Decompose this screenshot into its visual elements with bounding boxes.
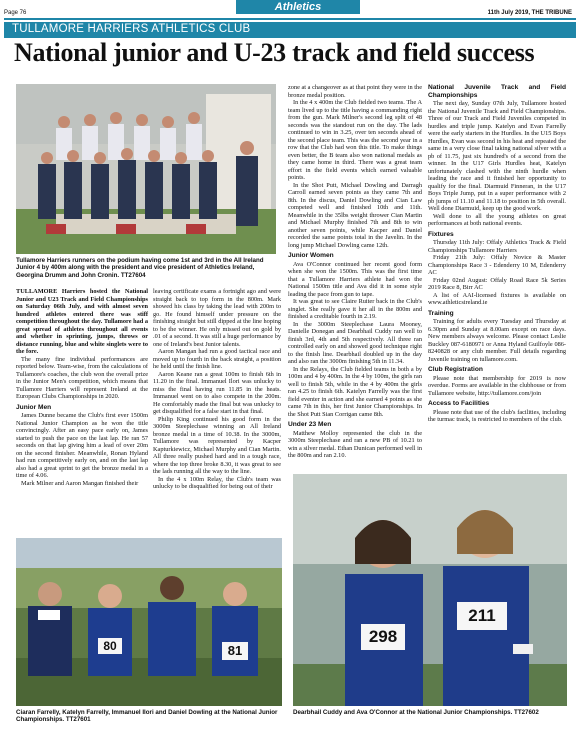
paragraph: The next day, Sunday 07th July, Tullamore hosted the National Juvenile Track and Field Championships. Three of our Track and Field Juveniles competed in hurdles and triple jump. Katelyn and Evan Farrelly were the early starters in the Hurdles. In the U15 Boys Hurdles, Evan was second in his heat and repeated the same in a very close final taking national silver with a pb of 11.75, just six hundred's of a second from the winner. In the U17 Girls Hurdles heat, Katelyn unfortunately clashed with the ninth hurdle when leading the race and it finished her opportunity to qualify for the final. Diarmuid Finneran, in the U17 Boys Triple Jump, put in a super performance with 2 pb jumps of 11.10 and 11.18 to position in 5th overall. Well done Diarmuid, keep up the good work. (428, 100, 566, 212)
paragraph: Please note that membership for 2019 is now overdue. Forms are available in the clubhouse or from Tullamore website, http://tullamore.com/join (428, 374, 566, 397)
subheading-access-to-facilities: Access to Facilities (428, 400, 490, 407)
race-bib: 298 (368, 627, 398, 646)
subheading-under-23-men: Under 23 Men (288, 421, 332, 428)
fixture-item: Friday 21th July: Offaly Novice & Master Championships Race 3 - Edenderry 10 M, Edenderry AC (428, 254, 566, 276)
issue-date: 11th July 2019, THE TRIBUNE (487, 10, 572, 16)
subheading-training: Training (428, 309, 454, 317)
relay-photo-caption: Ciaran Farrelly, Katelyn Farrelly, Immanuel Ilori and Daniel Dowling at the National Junior Championships. TT27601 (16, 709, 278, 724)
relay-team-photo (16, 538, 282, 706)
paragraph: In the 4 x 100m Relay, the Club's team was unlucky to be disqualified for being out of their (153, 475, 281, 490)
article-column-3 (288, 84, 422, 460)
paragraph: Please note that use of the club's facilities, including the turmac track, is restricted to members of the club. (428, 408, 566, 423)
group-photo (16, 84, 276, 254)
paragraph: Matthew Molloy represented the club in the 3000m Steeplechase and ran a new PB of 10.21 to win a silver medal. Ethan Dunican performed well in the 800m and ran 2.10. (288, 429, 422, 459)
header-rule (4, 18, 576, 20)
page-header (0, 0, 580, 22)
headline: National junior and U-23 track and field success (14, 38, 535, 67)
paragraph: It was great to see Claire Ruiter back in the Club's singlet. She really gave it her all in the 800m and finished a creditable fourth in 2.19. (288, 298, 422, 320)
paragraph: Mark Milner and Aaron Mangan finished their (21, 479, 139, 487)
paragraph: Training for adults every Tuesday and Thursday at 6.30pm and Sunday at 8.00am except on race days. New members always welcome. Please contact Leslie Buckley 087-6180971 or Anna Hyland Guilfoyle 086-8240828 or any club member. Full details regarding Juvenile training on tullamore.com. (428, 318, 566, 363)
subheading-junior-men: Junior Men (16, 403, 52, 411)
article-column-4 (428, 84, 566, 424)
subheading-club-registration: Club Registration (428, 366, 483, 373)
podium-photo-caption: Dearbhail Cuddy and Ava O'Connor at the National Junior Championships. TT27602 (293, 709, 539, 716)
paragraph: zone at a changeover as at that point they were in the bronze medal position. (288, 84, 422, 99)
subheading-fixtures: Fixtures (428, 230, 454, 238)
article-column-2 (153, 288, 281, 491)
club-name: TULLAMORE HARRIERS ATHLETICS CLUB (12, 23, 251, 35)
group-photo-illustration (16, 84, 276, 254)
paragraph: Philip King continued his good form in the 3000m Steeplechase winning an All Ireland bronze medal in a time of 10.38. In the 3000m, Tullamore was represented by Kacper Kapturkiewicz, Michael Murphy and Cian Martin. All three really pushed hard and in a tough race, where the top three broke 8.30, it was great to see the lads running all the way to the line. (153, 415, 281, 475)
section-tab: Athletics (236, 0, 360, 14)
group-photo-caption: Tullamore Harriers runners on the podium having come 1st and 3rd in the All Ireland Junior 4 by 400m along with the president and vice president of Athletics Ireland, Georgina Drumm and John Cronin. TT27604 (16, 257, 264, 279)
paragraph: Aaron Keane ran a great 100m to finish 6th in 11.20 in the final. Immanuel Ilori was unlucky to miss the final having run 11.85 in the heats. Immanuel went on to also compete in the 200m. He comfortably made the final but was unlucky to get disqualified for a false start in that final. (153, 370, 281, 415)
podium-photo-illustration (293, 474, 567, 706)
article-column-1 (16, 288, 148, 487)
paragraph: The many fine individual performances are reported below. Team-wise, from the calculations of Tullamore's coaches, the club won the overall prize in the Junior Men's competition, which means that Tullamore Harriers will represent Ireland at the European Clubs Championships in 2020. (16, 355, 148, 400)
race-bib: 80 (103, 639, 117, 653)
paragraph: James Dunne became the Club's first ever 1500m National Junior Champion as he won the title convincingly. After an easy pace early on, James started to push the pace on the last lap. He ran 57 seconds on that lap giving him a lead of over 20m on the second finisher. Meanwhile, Ronan Hyland had run competitively early on, and on the last lap also had a great sprint to get the bronze medal in a time of 4.06. (16, 412, 148, 479)
paragraph: In the Shot Putt, Michael Dowling and Darragh Carroll earned seven points as they came 7th and 8th. In the discus, Daniel Dowling and Cian Law competed well and finished 10th and 11th. Meanwhile in the 35lbs weight thrower Cian Martin and Michael Murphy finished 7th and 8th to win another seven points, while Kacper and Daniel recorded the same points total in the Javelin. In the long jump Michael Dowling came 12th. (288, 181, 422, 249)
paragraph: In the Relays, the Club fielded teams in both a by 100m and 4 by 400m. In the 4 by 100m, the girls ran well to finish 5th, while in the 4 by 400m the girls ran 4.25 to finish 6th. Katelyn Farrelly was the first field eventer in action and she earned 4 points as she came 7th in this, her first Junior Championships. In the Shot Putt Sian Corrigan came 8th. (288, 365, 422, 418)
race-bib: 211 (468, 606, 496, 625)
page-number: Page 76 (4, 10, 27, 16)
fixture-item: Friday 02nd August: Offaly Road Race 5k Series 2019 Race 8, Birr AC (428, 276, 566, 291)
paragraph: leaving certificate exams a fortnight ago and were straight back to top form in the 800m. Mark showed his class by taking the lead with 200m to go. He found himself under pressure on the finishing straight but still dipped at the line hoping to be the winner. He only missed out on gold by .01 of a second. It was still a huge performance by one of Ireland's best Junior talents. (153, 288, 281, 348)
paragraph: In the 4 x 400m the Club fielded two teams. The A team lived up to the title having a commanding right from the gun. Mark Milner's second leg split of 48 seconds was the standout run on the day. The lads continued to win in 3.25, over ten seconds ahead of the second place team. This was the second year in a row that the Club had won this title. To make things even better, the B team also won national medals as they came home in third. There was a great team effort in the field events which earned valuable points. (288, 99, 422, 181)
club-band (4, 22, 576, 38)
paragraph: In the 3000m Steeplechase Laura Mooney, Danielle Donegan and Dearbhail Cuddy ran well to finish 3rd, 4th and 5th respectively. All three ran controlled early on and showed good technique right to the finish line. Dearbhail doubled up in the day and also ran the 3000m finishing 5th in 11.34. (288, 320, 422, 365)
paragraph: A list of AAI-licensed fixtures is available on www.athleticsireland.ie (428, 291, 566, 306)
subheading-juvenile-championships: National Juvenile Track and Field Championships (428, 84, 566, 99)
paragraph: Well done to all the young athletes on great performances at both national events. (428, 212, 566, 227)
relay-photo-illustration (16, 538, 282, 706)
subheading-junior-women: Junior Women (288, 252, 334, 259)
fixture-item: Thursday 11th July: Offaly Athletics Track & Field Championships Tullamore Harriers (428, 239, 566, 254)
podium-photo (293, 474, 567, 706)
paragraph: Ava O'Connor continued her recent good form when she won the 1500m. This was the first time that a Tullamore Harriers athlete had won the National 1500m title and Ava did it in some style leading the pace from gun to tape. (288, 260, 422, 298)
lead-paragraph: TULLAMORE Harriers hosted the National Junior and U23 Track and Field Championships on Saturday 06th July, and with almost seven hundred athletes entered there was stiff competition throughout the day. Tullamore had a great spread of athletes throughout all events and whether in sprinting, jumps, throws or distance running, blue and white singlets were to the fore. (16, 288, 148, 355)
race-bib: 81 (227, 643, 243, 658)
paragraph: Aaron Mangan had run a good tactical race and moved up to fourth in the back straight, a position he held until the finish line. (153, 348, 281, 370)
